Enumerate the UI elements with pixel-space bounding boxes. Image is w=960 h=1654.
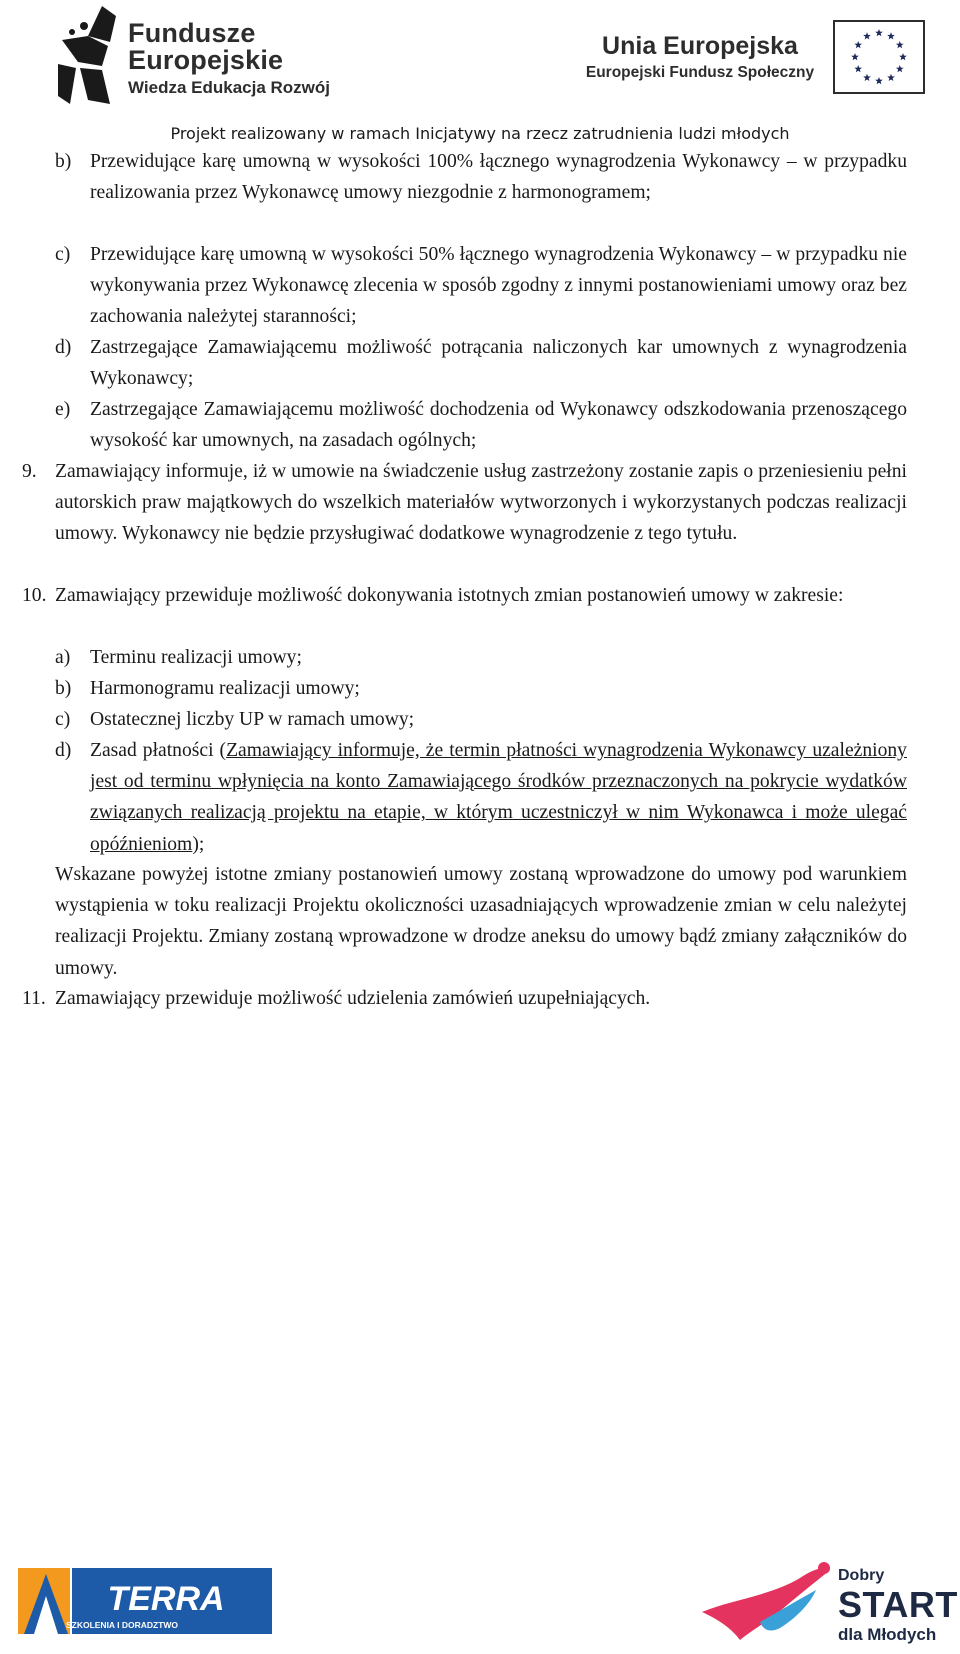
payment-terms-close: ); [192, 833, 205, 855]
list-marker: b) [55, 151, 72, 172]
paragraph-number: 9. [22, 461, 37, 482]
list-marker: c) [55, 709, 71, 730]
list-marker: d) [55, 740, 72, 761]
project-funding-line: Projekt realizowany w ramach Inicjatywy na rzecz zatrudnienia ludzi młodych [170, 124, 790, 143]
list-marker: a) [55, 647, 71, 668]
list-marker: e) [55, 399, 71, 420]
list-item-10a [55, 642, 907, 673]
paragraph-10-note [55, 859, 907, 984]
paragraph-10 [22, 580, 907, 611]
paragraph-text: Zamawiający przewiduje możliwość udzielenia zamówień uzupełniających. [55, 988, 651, 1009]
fundusze-europejskie-logo [58, 6, 358, 104]
fe-logo-line2: Europejskie [128, 45, 284, 75]
dobry-start-line1: Dobry [838, 1567, 885, 1584]
list-item-text: Zastrzegające Zamawiającemu możliwość potrącania naliczonych kar umownych z wynagrodzenia Wykonawcy; [90, 337, 907, 390]
list-item-text: Terminu realizacji umowy; [90, 647, 302, 668]
paragraph-11 [22, 983, 907, 1014]
paragraph-number: 10. [22, 585, 47, 606]
list-item-c [55, 239, 907, 333]
paragraph-text: Zamawiający informuje, iż w umowie na świadczenie usług zastrzeżony zostanie zapis o przeniesieniu pełni autorskich praw majątkowych do wszelkich materiałów wytworzonych i wykorzystanych podczas realizacji umowy. Wykonawcy nie będzie przysługiwać dodatkowe wynagrodzenie z tego tytułu. [55, 461, 907, 545]
list-item-text: Ostatecznej liczby UP w ramach umowy; [90, 709, 415, 730]
list-marker: c) [55, 244, 71, 265]
list-marker: b) [55, 678, 72, 699]
list-item-10d [55, 735, 907, 860]
terra-logo-tagline: SZKOLENIA I DORADZTWO [65, 1620, 179, 1630]
ue-logo-line1: Unia Europejska [602, 32, 798, 60]
list-item-text: Zastrzegające Zamawiającemu możliwość dochodzenia od Wykonawcy odszkodowania przenoszącego wysokość kar umownych, na zasadach ogólnych; [90, 399, 907, 452]
dobry-start-line3: dla Młodych [838, 1625, 937, 1644]
payment-terms-underlined: Zamawiający informuje, że termin płatności wynagrodzenia Wykonawcy uzależniony jest od terminu wpłynięcia na konto Zamawiającego środków przeznaczonych na pokrycie wydatków związanych realizacją projektu na etapie, w którym uczestniczył w nim Wykonawca i może ulegać opóźnieniom [90, 740, 907, 855]
ue-logo-line2: Europejski Fundusz Społeczny [585, 64, 815, 81]
terra-logo-graphic [12, 1564, 274, 1638]
list-item-10b [55, 673, 907, 704]
paragraph-text: Wskazane powyżej istotne zmiany postanowień umowy zostaną wprowadzone do umowy pod warunkiem wystąpienia w toku realizacji Projektu okoliczności uzasadniających wprowadzenie zmian w celu należytej realizacji Projektu. Zmiany zostaną wprowadzone w drodze aneksu do umowy bądź zmiany załączników do umowy. [55, 864, 907, 979]
unia-europejska-logo [580, 20, 925, 100]
dobry-start-logo [700, 1560, 958, 1646]
fe-logo-line1: Fundusze [128, 18, 256, 48]
list-item-10c [55, 704, 907, 735]
list-item-b [55, 146, 907, 208]
terra-logo [12, 1564, 274, 1638]
dobry-start-line2: START [838, 1584, 958, 1625]
list-marker: d) [55, 337, 72, 358]
list-item-text: Przewidujące karę umowną w wysokości 50% łącznego wynagrodzenia Wykonawcy – w przypadku nie wykonywania przez Wykonawcę zlecenia w sposób zgodny z innymi postanowieniami umowy oraz bez zachowania należytej staranności; [90, 244, 907, 328]
dobry-start-swoosh-icon [700, 1560, 836, 1646]
list-item-text [90, 735, 907, 860]
paragraph-text: Zamawiający przewiduje możliwość dokonywania istotnych zmian postanowień umowy w zakresie: [55, 585, 844, 606]
eu-flag-icon [833, 20, 925, 94]
paragraph-9 [22, 456, 907, 550]
payment-terms-lead: Zasad płatności ( [90, 740, 227, 761]
paragraph-number: 11. [22, 988, 46, 1009]
fe-logo-line3: Wiedza Edukacja Rozwój [128, 78, 330, 97]
fe-star-mark-icon [58, 6, 118, 104]
list-item-text: Przewidujące karę umowną w wysokości 100% łącznego wynagrodzenia Wykonawcy – w przypadku realizowania przez Wykonawcę umowy niezgodnie z harmonogramem; [90, 151, 907, 204]
terra-logo-name: TERRA [107, 1580, 225, 1618]
list-item-d [55, 332, 907, 394]
list-item-e [55, 394, 907, 456]
list-item-text: Harmonogramu realizacji umowy; [90, 678, 360, 699]
